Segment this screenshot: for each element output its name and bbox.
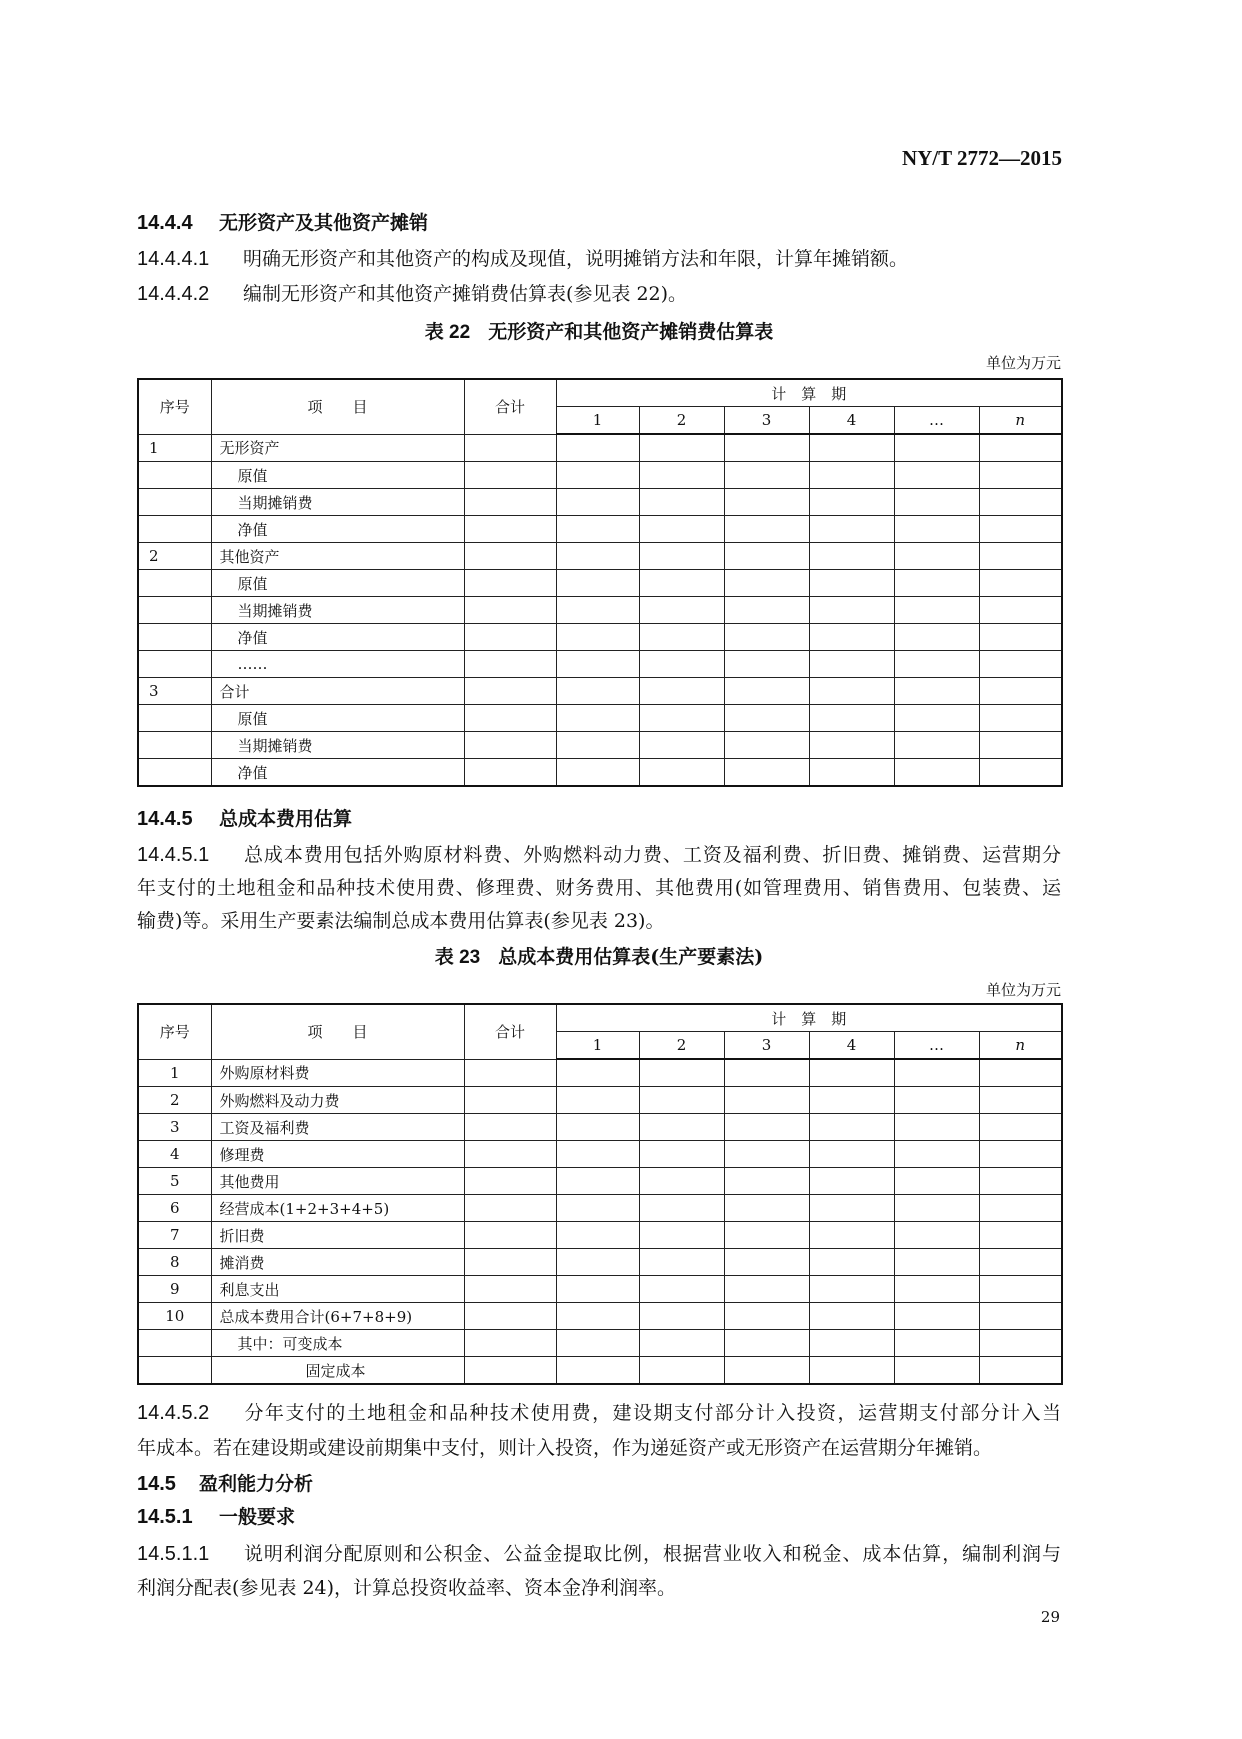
header-row bbox=[138, 1004, 1062, 1032]
value-cell bbox=[809, 1249, 894, 1276]
value-cell bbox=[639, 462, 724, 489]
row-seq bbox=[138, 489, 211, 516]
value-cell bbox=[464, 1087, 556, 1114]
table-row bbox=[138, 434, 1062, 462]
value-cell bbox=[979, 678, 1062, 705]
value-cell bbox=[556, 1357, 639, 1385]
clause-14-5-1-1-line-1: 14.5.1.1 说明利润分配原则和公积金、公益金提取比例，根据营业收入和税金、成本估算，编制利润与 bbox=[137, 1543, 1061, 1565]
value-cell bbox=[809, 434, 894, 462]
value-cell bbox=[979, 624, 1062, 651]
value-cell bbox=[979, 570, 1062, 597]
row-item: 外购燃料及动力费 bbox=[211, 1087, 464, 1114]
value-cell bbox=[894, 597, 979, 624]
table-row bbox=[138, 1195, 1062, 1222]
table-row bbox=[138, 705, 1062, 732]
row-item: 当期摊销费 bbox=[211, 597, 464, 624]
value-cell bbox=[724, 678, 809, 705]
header-period: 计 算 期 bbox=[556, 379, 1062, 407]
value-cell bbox=[809, 543, 894, 570]
value-cell bbox=[556, 759, 639, 787]
value-cell bbox=[464, 1059, 556, 1087]
value-cell bbox=[556, 1276, 639, 1303]
value-cell bbox=[464, 489, 556, 516]
value-cell bbox=[464, 434, 556, 462]
value-cell bbox=[894, 1276, 979, 1303]
row-item: 其他费用 bbox=[211, 1168, 464, 1195]
value-cell bbox=[894, 462, 979, 489]
row-item: 无形资产 bbox=[211, 434, 464, 462]
value-cell bbox=[464, 543, 556, 570]
table-row bbox=[138, 1168, 1062, 1195]
row-seq: 2 bbox=[138, 543, 211, 570]
value-cell bbox=[979, 1222, 1062, 1249]
row-item: 折旧费 bbox=[211, 1222, 464, 1249]
value-cell bbox=[556, 434, 639, 462]
value-cell bbox=[639, 570, 724, 597]
value-cell bbox=[724, 1114, 809, 1141]
value-cell bbox=[894, 434, 979, 462]
table-row bbox=[138, 732, 1062, 759]
header-item: 项 目 bbox=[211, 1004, 464, 1059]
value-cell bbox=[894, 1303, 979, 1330]
value-cell bbox=[894, 651, 979, 678]
header-period-5: n bbox=[979, 1032, 1062, 1060]
value-cell bbox=[809, 624, 894, 651]
header-period-4: … bbox=[894, 407, 979, 435]
value-cell bbox=[809, 705, 894, 732]
value-cell bbox=[724, 543, 809, 570]
value-cell bbox=[464, 1303, 556, 1330]
value-cell bbox=[894, 1141, 979, 1168]
value-cell bbox=[724, 1141, 809, 1168]
value-cell bbox=[809, 1141, 894, 1168]
value-cell bbox=[724, 651, 809, 678]
header-total: 合计 bbox=[464, 379, 556, 434]
heading-14-4-4: 14.4.4 无形资产及其他资产摊销 bbox=[137, 212, 429, 234]
table-row bbox=[138, 1357, 1062, 1385]
value-cell bbox=[639, 678, 724, 705]
value-cell bbox=[979, 759, 1062, 787]
value-cell bbox=[639, 759, 724, 787]
value-cell bbox=[724, 1276, 809, 1303]
value-cell bbox=[894, 705, 979, 732]
value-cell bbox=[556, 705, 639, 732]
clause-14-4-5-1-line-1: 14.4.5.1 总成本费用包括外购原材料费、外购燃料动力费、工资及福利费、折旧费、摊销费、运营期分 bbox=[137, 844, 1061, 866]
row-item: 其他资产 bbox=[211, 543, 464, 570]
value-cell bbox=[979, 462, 1062, 489]
table-row bbox=[138, 1114, 1062, 1141]
table-row bbox=[138, 1276, 1062, 1303]
value-cell bbox=[894, 1330, 979, 1357]
value-cell bbox=[724, 1303, 809, 1330]
row-seq bbox=[138, 1357, 211, 1385]
value-cell bbox=[556, 516, 639, 543]
row-seq: 1 bbox=[138, 1059, 211, 1087]
row-seq bbox=[138, 1330, 211, 1357]
table-row bbox=[138, 678, 1062, 705]
row-seq bbox=[138, 597, 211, 624]
header-row bbox=[138, 379, 1062, 407]
header-period: 计 算 期 bbox=[556, 1004, 1062, 1032]
value-cell bbox=[809, 678, 894, 705]
table-row bbox=[138, 1141, 1062, 1168]
row-seq bbox=[138, 732, 211, 759]
value-cell bbox=[639, 543, 724, 570]
clause-14-5-1-1-line-2: 利润分配表(参见表 24)，计算总投资收益率、资本金净利润率。 bbox=[137, 1577, 677, 1599]
header-period-1: 2 bbox=[639, 1032, 724, 1060]
row-item: 其中：可变成本 bbox=[211, 1330, 464, 1357]
value-cell bbox=[556, 543, 639, 570]
row-seq: 1 bbox=[138, 434, 211, 462]
value-cell bbox=[556, 1330, 639, 1357]
value-cell bbox=[724, 489, 809, 516]
header-period-2: 3 bbox=[724, 407, 809, 435]
value-cell bbox=[979, 1330, 1062, 1357]
value-cell bbox=[979, 489, 1062, 516]
row-seq: 10 bbox=[138, 1303, 211, 1330]
row-item: 经营成本(1+2+3+4+5) bbox=[211, 1195, 464, 1222]
value-cell bbox=[639, 489, 724, 516]
value-cell bbox=[809, 732, 894, 759]
value-cell bbox=[894, 1195, 979, 1222]
value-cell bbox=[809, 759, 894, 787]
table-22 bbox=[137, 378, 1063, 787]
value-cell bbox=[724, 1195, 809, 1222]
table-row bbox=[138, 1059, 1062, 1087]
value-cell bbox=[894, 759, 979, 787]
row-seq bbox=[138, 759, 211, 787]
value-cell bbox=[979, 732, 1062, 759]
value-cell bbox=[639, 1059, 724, 1087]
value-cell bbox=[639, 1303, 724, 1330]
clause-14-4-5-1-line-3: 输费)等。采用生产要素法编制总成本费用估算表(参见表 23)。 bbox=[137, 910, 665, 932]
value-cell bbox=[894, 1059, 979, 1087]
value-cell bbox=[724, 1168, 809, 1195]
value-cell bbox=[894, 1357, 979, 1385]
table-row bbox=[138, 516, 1062, 543]
value-cell bbox=[809, 462, 894, 489]
value-cell bbox=[894, 516, 979, 543]
value-cell bbox=[556, 1303, 639, 1330]
value-cell bbox=[639, 1222, 724, 1249]
row-seq: 3 bbox=[138, 1114, 211, 1141]
row-seq bbox=[138, 624, 211, 651]
value-cell bbox=[894, 570, 979, 597]
value-cell bbox=[724, 732, 809, 759]
clause-14-4-4-1: 14.4.4.1 明确无形资产和其他资产的构成及现值，说明摊销方法和年限，计算年摊销额。 bbox=[137, 248, 909, 270]
row-item: 当期摊销费 bbox=[211, 489, 464, 516]
value-cell bbox=[556, 1059, 639, 1087]
value-cell bbox=[724, 705, 809, 732]
value-cell bbox=[724, 624, 809, 651]
value-cell bbox=[979, 705, 1062, 732]
table-23 bbox=[137, 1003, 1063, 1385]
value-cell bbox=[464, 462, 556, 489]
value-cell bbox=[556, 678, 639, 705]
row-seq: 9 bbox=[138, 1276, 211, 1303]
value-cell bbox=[464, 705, 556, 732]
value-cell bbox=[979, 434, 1062, 462]
row-seq bbox=[138, 462, 211, 489]
header-period-3: 4 bbox=[809, 1032, 894, 1060]
table-row bbox=[138, 1087, 1062, 1114]
row-seq bbox=[138, 705, 211, 732]
value-cell bbox=[464, 1330, 556, 1357]
row-seq: 8 bbox=[138, 1249, 211, 1276]
heading-14-5-1: 14.5.1 一般要求 bbox=[137, 1506, 296, 1528]
value-cell bbox=[894, 1168, 979, 1195]
heading-14-5: 14.5 盈利能力分析 bbox=[137, 1473, 314, 1495]
value-cell bbox=[809, 1222, 894, 1249]
value-cell bbox=[724, 516, 809, 543]
value-cell bbox=[556, 1249, 639, 1276]
value-cell bbox=[979, 1114, 1062, 1141]
value-cell bbox=[464, 1222, 556, 1249]
value-cell bbox=[979, 1087, 1062, 1114]
table-row bbox=[138, 462, 1062, 489]
row-item: 修理费 bbox=[211, 1141, 464, 1168]
value-cell bbox=[724, 462, 809, 489]
row-item: 净值 bbox=[211, 759, 464, 787]
value-cell bbox=[809, 1357, 894, 1385]
row-item: …… bbox=[211, 651, 464, 678]
value-cell bbox=[464, 1114, 556, 1141]
value-cell bbox=[894, 543, 979, 570]
row-item: 外购原材料费 bbox=[211, 1059, 464, 1087]
table-22-caption: 表 22 无形资产和其他资产摊销费估算表 bbox=[424, 321, 774, 343]
value-cell bbox=[556, 570, 639, 597]
value-cell bbox=[464, 1195, 556, 1222]
row-seq bbox=[138, 570, 211, 597]
value-cell bbox=[464, 651, 556, 678]
row-item: 合计 bbox=[211, 678, 464, 705]
value-cell bbox=[809, 651, 894, 678]
header-period-3: 4 bbox=[809, 407, 894, 435]
value-cell bbox=[979, 543, 1062, 570]
row-item: 当期摊销费 bbox=[211, 732, 464, 759]
value-cell bbox=[639, 1114, 724, 1141]
value-cell bbox=[809, 570, 894, 597]
value-cell bbox=[979, 597, 1062, 624]
value-cell bbox=[809, 1330, 894, 1357]
row-seq bbox=[138, 516, 211, 543]
value-cell bbox=[894, 1249, 979, 1276]
value-cell bbox=[724, 434, 809, 462]
value-cell bbox=[464, 624, 556, 651]
value-cell bbox=[464, 1357, 556, 1385]
value-cell bbox=[809, 1114, 894, 1141]
standard-number: NY/T 2772—2015 bbox=[901, 146, 1062, 170]
row-seq: 6 bbox=[138, 1195, 211, 1222]
row-item: 摊消费 bbox=[211, 1249, 464, 1276]
value-cell bbox=[556, 1141, 639, 1168]
value-cell bbox=[979, 1357, 1062, 1385]
row-item: 净值 bbox=[211, 624, 464, 651]
value-cell bbox=[639, 434, 724, 462]
row-seq: 5 bbox=[138, 1168, 211, 1195]
value-cell bbox=[894, 624, 979, 651]
value-cell bbox=[639, 651, 724, 678]
value-cell bbox=[894, 732, 979, 759]
value-cell bbox=[556, 651, 639, 678]
value-cell bbox=[809, 489, 894, 516]
value-cell bbox=[724, 1357, 809, 1385]
value-cell bbox=[639, 1141, 724, 1168]
row-item: 总成本费用合计(6+7+8+9) bbox=[211, 1303, 464, 1330]
value-cell bbox=[639, 1195, 724, 1222]
table-row bbox=[138, 1330, 1062, 1357]
header-seq: 序号 bbox=[138, 1004, 211, 1059]
value-cell bbox=[724, 1087, 809, 1114]
value-cell bbox=[639, 732, 724, 759]
header-period-0: 1 bbox=[556, 1032, 639, 1060]
header-total: 合计 bbox=[464, 1004, 556, 1059]
value-cell bbox=[639, 1276, 724, 1303]
value-cell bbox=[556, 1168, 639, 1195]
value-cell bbox=[556, 1195, 639, 1222]
row-item: 利息支出 bbox=[211, 1276, 464, 1303]
value-cell bbox=[639, 1168, 724, 1195]
table-row bbox=[138, 570, 1062, 597]
row-item: 原值 bbox=[211, 570, 464, 597]
value-cell bbox=[639, 705, 724, 732]
value-cell bbox=[979, 1249, 1062, 1276]
value-cell bbox=[556, 489, 639, 516]
value-cell bbox=[639, 597, 724, 624]
value-cell bbox=[809, 1087, 894, 1114]
value-cell bbox=[464, 570, 556, 597]
value-cell bbox=[979, 1059, 1062, 1087]
table-23-caption: 表 23 总成本费用估算表(生产要素法) bbox=[434, 946, 764, 968]
value-cell bbox=[464, 597, 556, 624]
value-cell bbox=[724, 570, 809, 597]
value-cell bbox=[464, 759, 556, 787]
value-cell bbox=[979, 651, 1062, 678]
value-cell bbox=[724, 1249, 809, 1276]
table-row bbox=[138, 489, 1062, 516]
value-cell bbox=[639, 1357, 724, 1385]
table-row bbox=[138, 543, 1062, 570]
clause-14-4-4-2: 14.4.4.2 编制无形资产和其他资产摊销费估算表(参见表 22)。 bbox=[137, 283, 688, 305]
table-row bbox=[138, 1222, 1062, 1249]
value-cell bbox=[639, 624, 724, 651]
value-cell bbox=[724, 1222, 809, 1249]
value-cell bbox=[556, 1087, 639, 1114]
value-cell bbox=[724, 597, 809, 624]
row-seq: 2 bbox=[138, 1087, 211, 1114]
header-period-5: n bbox=[979, 407, 1062, 435]
value-cell bbox=[809, 1276, 894, 1303]
value-cell bbox=[464, 1141, 556, 1168]
value-cell bbox=[464, 1249, 556, 1276]
value-cell bbox=[979, 1141, 1062, 1168]
value-cell bbox=[809, 597, 894, 624]
row-seq: 7 bbox=[138, 1222, 211, 1249]
value-cell bbox=[464, 732, 556, 759]
table-row bbox=[138, 624, 1062, 651]
table-23-unit: 单位为万元 bbox=[985, 981, 1061, 999]
value-cell bbox=[979, 1168, 1062, 1195]
table-row bbox=[138, 1303, 1062, 1330]
row-item: 净值 bbox=[211, 516, 464, 543]
value-cell bbox=[556, 1114, 639, 1141]
value-cell bbox=[979, 1195, 1062, 1222]
header-period-1: 2 bbox=[639, 407, 724, 435]
value-cell bbox=[979, 1303, 1062, 1330]
value-cell bbox=[556, 624, 639, 651]
value-cell bbox=[556, 732, 639, 759]
value-cell bbox=[724, 1059, 809, 1087]
value-cell bbox=[894, 1222, 979, 1249]
table-row bbox=[138, 759, 1062, 787]
row-item: 原值 bbox=[211, 705, 464, 732]
value-cell bbox=[639, 516, 724, 543]
value-cell bbox=[809, 516, 894, 543]
row-item: 固定成本 bbox=[211, 1357, 464, 1385]
value-cell bbox=[894, 489, 979, 516]
table-row bbox=[138, 651, 1062, 678]
header-period-2: 3 bbox=[724, 1032, 809, 1060]
value-cell bbox=[809, 1059, 894, 1087]
value-cell bbox=[464, 516, 556, 543]
header-period-4: … bbox=[894, 1032, 979, 1060]
table-row bbox=[138, 1249, 1062, 1276]
value-cell bbox=[639, 1249, 724, 1276]
row-seq: 3 bbox=[138, 678, 211, 705]
value-cell bbox=[724, 759, 809, 787]
clause-14-4-5-2-line-2: 年成本。若在建设期或建设前期集中支付，则计入投资，作为递延资产或无形资产在运营期分年摊销。 bbox=[137, 1437, 993, 1459]
value-cell bbox=[556, 1222, 639, 1249]
row-item: 原值 bbox=[211, 462, 464, 489]
row-item: 工资及福利费 bbox=[211, 1114, 464, 1141]
value-cell bbox=[556, 597, 639, 624]
value-cell bbox=[809, 1303, 894, 1330]
value-cell bbox=[809, 1195, 894, 1222]
value-cell bbox=[639, 1330, 724, 1357]
header-seq: 序号 bbox=[138, 379, 211, 434]
heading-14-4-5: 14.4.5 总成本费用估算 bbox=[137, 808, 353, 830]
table-22-unit: 单位为万元 bbox=[985, 354, 1061, 372]
value-cell bbox=[464, 1276, 556, 1303]
value-cell bbox=[464, 678, 556, 705]
value-cell bbox=[979, 1276, 1062, 1303]
value-cell bbox=[979, 516, 1062, 543]
value-cell bbox=[639, 1087, 724, 1114]
value-cell bbox=[894, 1087, 979, 1114]
clause-14-4-5-2-line-1: 14.4.5.2 分年支付的土地租金和品种技术使用费，建设期支付部分计入投资，运营期支付部分计入当 bbox=[137, 1402, 1061, 1424]
table-row bbox=[138, 597, 1062, 624]
clause-14-4-5-1-line-2: 年支付的土地租金和品种技术使用费、修理费、财务费用、其他费用(如管理费用、销售费用、包装费、运 bbox=[137, 877, 1061, 899]
value-cell bbox=[724, 1330, 809, 1357]
row-seq bbox=[138, 651, 211, 678]
page-number: 29 bbox=[1040, 1608, 1060, 1626]
header-item: 项 目 bbox=[211, 379, 464, 434]
value-cell bbox=[894, 678, 979, 705]
value-cell bbox=[809, 1168, 894, 1195]
value-cell bbox=[464, 1168, 556, 1195]
header-period-0: 1 bbox=[556, 407, 639, 435]
value-cell bbox=[894, 1114, 979, 1141]
value-cell bbox=[556, 462, 639, 489]
row-seq: 4 bbox=[138, 1141, 211, 1168]
